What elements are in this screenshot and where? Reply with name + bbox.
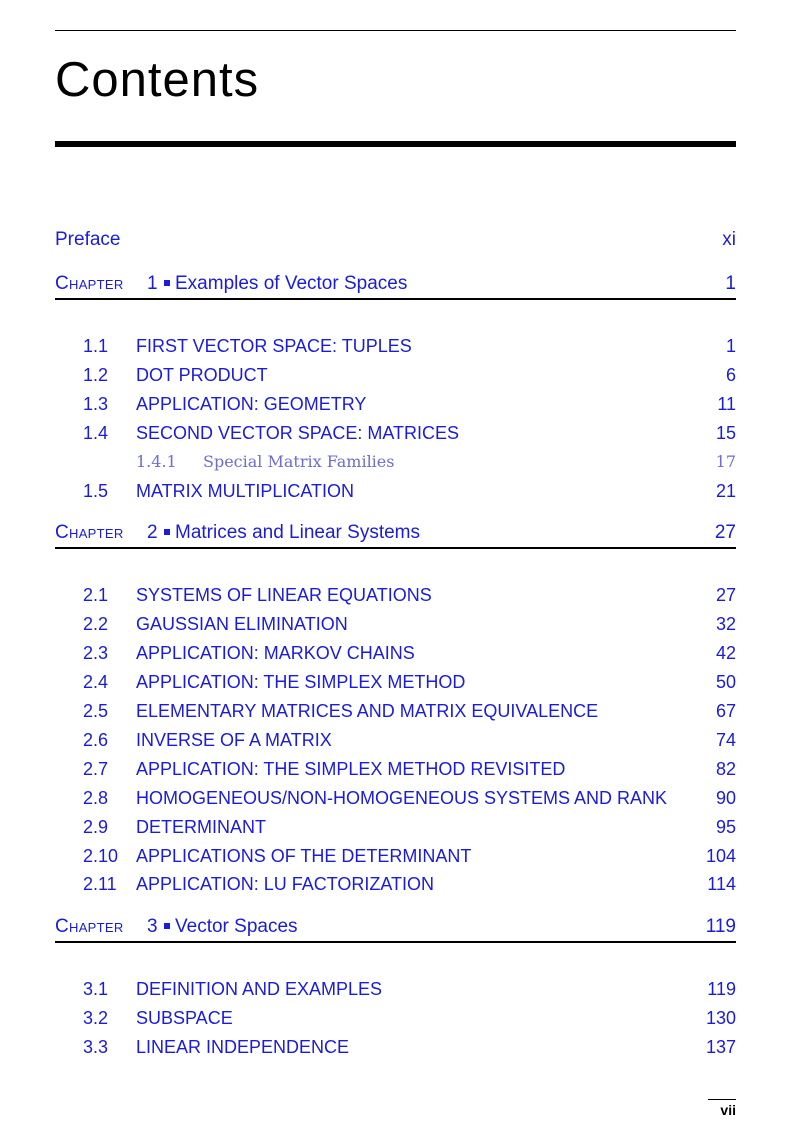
toc-section-3-3[interactable] (55, 1034, 736, 1060)
toc-section-2-5[interactable] (55, 698, 736, 724)
section-title: ELEMENTARY MATRICES AND MATRIX EQUIVALENCE (136, 701, 599, 721)
section-page: 114 (707, 874, 736, 894)
section-title: SYSTEMS OF LINEAR EQUATIONS (136, 585, 432, 605)
toc-section-2-11[interactable] (55, 871, 736, 897)
square-bullet-icon (164, 923, 170, 929)
toc-preface-label: Preface (55, 229, 121, 250)
toc-section-3-2[interactable] (55, 1005, 736, 1031)
section-title: INVERSE OF A MATRIX (136, 730, 332, 750)
section-page: 130 (705, 1008, 736, 1028)
section-title: SECOND VECTOR SPACE: MATRICES (136, 423, 460, 443)
section-number: 1.2 (83, 365, 109, 385)
section-title: GAUSSIAN ELIMINATION (136, 614, 348, 634)
section-title: DETERMINANT (136, 817, 266, 837)
section-number: 3.3 (83, 1037, 109, 1057)
section-number: 2.1 (83, 585, 109, 605)
section-title: DEFINITION AND EXAMPLES (136, 979, 383, 999)
subsection-title: Special Matrix Families (203, 452, 395, 471)
chapter-number: 2 (147, 522, 158, 543)
title-rule (55, 141, 736, 147)
toc-subsection-1-4-1[interactable] (55, 449, 736, 475)
chapter-page: 27 (714, 522, 736, 543)
chapter-word: Chapter (55, 916, 124, 937)
section-title: APPLICATIONS OF THE DETERMINANT (136, 846, 472, 866)
section-page: 1 (725, 336, 736, 356)
toc-section-2-8[interactable] (55, 785, 736, 811)
section-title: DOT PRODUCT (136, 365, 268, 385)
section-page: 74 (715, 730, 736, 750)
chapter-word: Chapter (55, 522, 124, 543)
chapter-page: 1 (725, 273, 736, 294)
chapter-title: Matrices and Linear Systems (175, 522, 420, 543)
toc-preface[interactable] (55, 227, 736, 253)
section-title: APPLICATION: LU FACTORIZATION (136, 874, 435, 894)
toc-section-1-1[interactable] (55, 333, 736, 359)
section-page: 21 (715, 481, 736, 501)
toc-section-1-3[interactable] (55, 391, 736, 417)
section-page: 50 (715, 672, 736, 692)
section-number: 2.5 (83, 701, 109, 721)
section-page: 119 (707, 979, 736, 999)
toc-section-2-10[interactable] (55, 843, 736, 869)
section-title: APPLICATION: GEOMETRY (136, 394, 367, 414)
section-page: 137 (705, 1037, 736, 1057)
section-title: APPLICATION: MARKOV CHAINS (136, 643, 415, 663)
section-page: 6 (725, 365, 736, 385)
chapter-title: Examples of Vector Spaces (175, 273, 408, 294)
chapter-number: 1 (147, 273, 158, 294)
toc-chapter-3[interactable] (55, 913, 736, 943)
section-number: 1.5 (83, 481, 109, 501)
top-rule (55, 30, 736, 31)
toc-preface-page: xi (722, 229, 736, 250)
page-number: vii (708, 1099, 736, 1118)
section-page: 67 (715, 701, 736, 721)
toc-chapter-1[interactable] (55, 270, 736, 300)
chapter-title: Vector Spaces (175, 916, 298, 937)
toc-section-2-4[interactable] (55, 669, 736, 695)
section-number: 1.3 (83, 394, 109, 414)
section-number: 2.11 (83, 874, 117, 894)
section-number: 2.8 (83, 788, 109, 808)
section-title: SUBSPACE (136, 1008, 233, 1028)
toc-section-2-3[interactable] (55, 640, 736, 666)
section-page: 95 (715, 817, 736, 837)
section-page: 27 (715, 585, 736, 605)
section-title: APPLICATION: THE SIMPLEX METHOD (136, 672, 466, 692)
section-title: LINEAR INDEPENDENCE (136, 1037, 350, 1057)
subsection-number: 1.4.1 (136, 452, 177, 471)
toc-section-1-4[interactable] (55, 420, 736, 446)
toc-section-3-1[interactable] (55, 976, 736, 1002)
subsection-page: 17 (715, 452, 736, 471)
chapter-page: 119 (705, 916, 736, 937)
section-number: 2.10 (83, 846, 119, 866)
section-page: 104 (705, 846, 736, 866)
toc-section-2-6[interactable] (55, 727, 736, 753)
section-page: 42 (715, 643, 736, 663)
section-page: 15 (715, 423, 736, 443)
toc-section-2-2[interactable] (55, 611, 736, 637)
section-number: 2.3 (83, 643, 109, 663)
chapter-word: Chapter (55, 273, 124, 294)
toc-section-1-5[interactable] (55, 478, 736, 504)
section-title: MATRIX MULTIPLICATION (136, 481, 355, 501)
toc-section-2-7[interactable] (55, 756, 736, 782)
section-number: 2.9 (83, 817, 109, 837)
section-number: 1.4 (83, 423, 109, 443)
toc-section-1-2[interactable] (55, 362, 736, 388)
chapter-number: 3 (147, 916, 158, 937)
section-number: 3.2 (83, 1008, 109, 1028)
section-number: 2.6 (83, 730, 109, 750)
section-number: 3.1 (83, 979, 109, 999)
section-title: APPLICATION: THE SIMPLEX METHOD REVISITED (136, 759, 566, 779)
toc-chapter-2[interactable] (55, 519, 736, 549)
toc-section-2-1[interactable] (55, 582, 736, 608)
square-bullet-icon (164, 529, 170, 535)
section-page: 32 (715, 614, 736, 634)
section-number: 2.2 (83, 614, 109, 634)
section-title: FIRST VECTOR SPACE: TUPLES (136, 336, 412, 356)
square-bullet-icon (164, 280, 170, 286)
section-number: 2.4 (83, 672, 109, 692)
section-page: 82 (715, 759, 736, 779)
section-number: 1.1 (83, 336, 109, 356)
section-page: 11 (717, 394, 736, 414)
section-number: 2.7 (83, 759, 109, 779)
section-title: HOMOGENEOUS/NON-HOMOGENEOUS SYSTEMS AND RANK (136, 788, 668, 808)
section-page: 90 (715, 788, 736, 808)
page-title: Contents (55, 53, 260, 107)
toc-section-2-9[interactable] (55, 814, 736, 840)
